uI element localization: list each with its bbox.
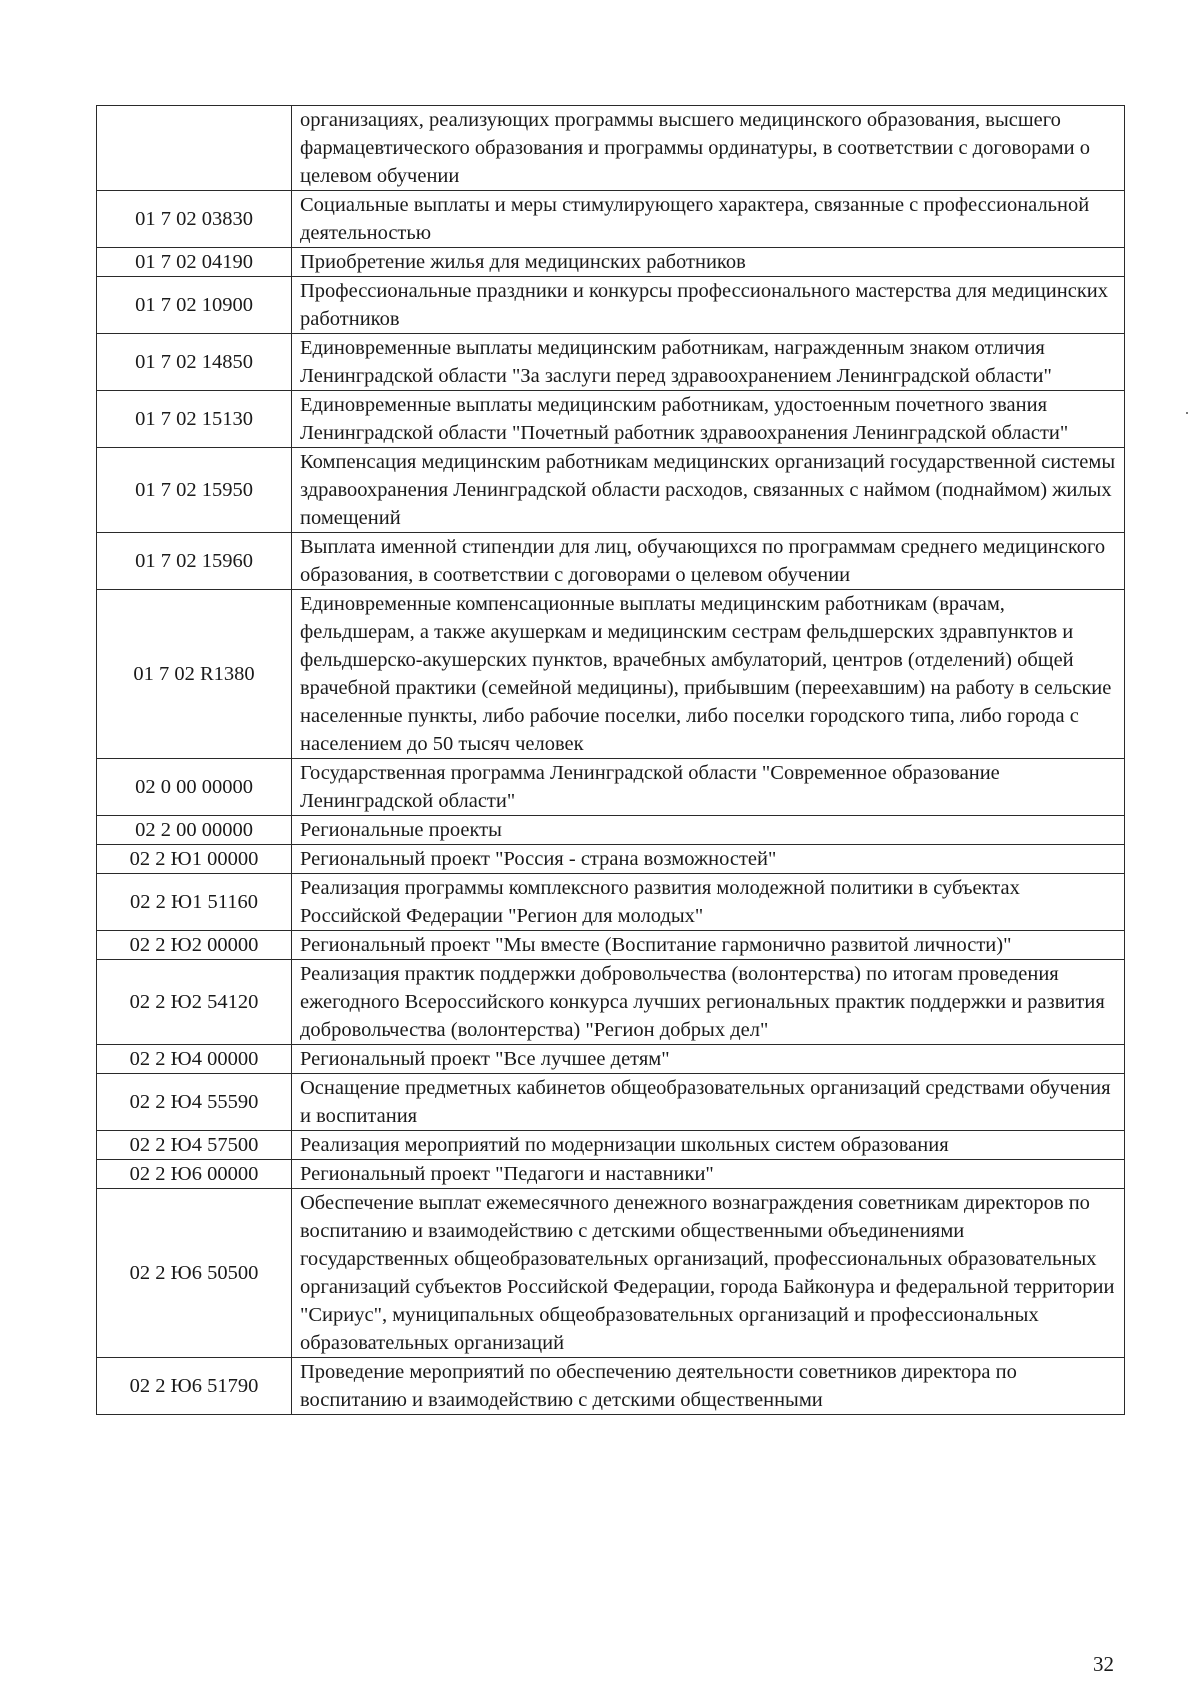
description-cell: Приобретение жилья для медицинских работников [292, 248, 1125, 277]
description-cell: Проведение мероприятий по обеспечению деятельности советников директора по воспитанию и взаимодействию с детскими общественными [292, 1358, 1125, 1415]
code-cell: 02 2 Ю4 00000 [97, 1045, 292, 1074]
description-cell: Реализация практик поддержки добровольчества (волонтерства) по итогам проведения ежегодного Всероссийского конкурса лучших региональных практик поддержки и развития добровольчества (волонтерства) "Регион добрых дел" [292, 960, 1125, 1045]
code-cell: 01 7 02 15960 [97, 533, 292, 590]
table-row [97, 391, 1125, 448]
description-cell: Региональный проект "Мы вместе (Воспитание гармонично развитой личности)" [292, 931, 1125, 960]
description-cell: Реализация мероприятий по модернизации школьных систем образования [292, 1131, 1125, 1160]
table-body [97, 106, 1125, 1415]
table-row [97, 960, 1125, 1045]
table-row [97, 759, 1125, 816]
description-cell: Оснащение предметных кабинетов общеобразовательных организаций средствами обучения и воспитания [292, 1074, 1125, 1131]
code-cell: 01 7 02 04190 [97, 248, 292, 277]
code-cell: 01 7 02 10900 [97, 277, 292, 334]
code-cell: 01 7 02 15130 [97, 391, 292, 448]
description-cell: Профессиональные праздники и конкурсы профессионального мастерства для медицинских работников [292, 277, 1125, 334]
table-row [97, 845, 1125, 874]
table-row [97, 1131, 1125, 1160]
table-row [97, 1045, 1125, 1074]
table-row [97, 590, 1125, 759]
table-row [97, 874, 1125, 931]
table-row [97, 277, 1125, 334]
code-cell: 02 2 Ю2 00000 [97, 931, 292, 960]
table-row [97, 334, 1125, 391]
description-cell: Выплата именной стипендии для лиц, обучающихся по программам среднего медицинского образования, в соответствии с договорами о целевом обучении [292, 533, 1125, 590]
code-cell: 02 2 Ю1 00000 [97, 845, 292, 874]
code-cell: 02 2 Ю4 57500 [97, 1131, 292, 1160]
description-cell: Региональный проект "Педагоги и наставники" [292, 1160, 1125, 1189]
code-cell: 02 2 00 00000 [97, 816, 292, 845]
code-cell: 02 2 Ю2 54120 [97, 960, 292, 1045]
description-cell: организациях, реализующих программы высшего медицинского образования, высшего фармацевтического образования и программы ординатуры, в соответствии с договорами о целевом обучении [292, 106, 1125, 191]
table-row [97, 248, 1125, 277]
code-cell: 01 7 02 03830 [97, 191, 292, 248]
description-cell: Обеспечение выплат ежемесячного денежного вознаграждения советникам директоров по воспитанию и взаимодействию с детскими общественными объединениями государственных общеобразовательных организаций, профессиональных образовательных организаций субъектов Российской Федерации, города Байконура и федеральной территории "Сириус", муниципальных общеобразовательных организаций и профессиональных образовательных организаций [292, 1189, 1125, 1358]
table-row [97, 448, 1125, 533]
description-cell: Единовременные компенсационные выплаты медицинским работникам (врачам, фельдшерам, а также акушеркам и медицинским сестрам фельдшерских здравпунктов и фельдшерско-акушерских пунктов, врачебных амбулаторий, центров (отделений) общей врачебной практики (семейной медицины), прибывшим (переехавшим) на работу в сельские населенные пункты, либо рабочие поселки, либо поселки городского типа, либо города с населением до 50 тысяч человек [292, 590, 1125, 759]
table-row [97, 106, 1125, 191]
scan-speck [1186, 412, 1188, 414]
description-cell: Социальные выплаты и меры стимулирующего характера, связанные с профессиональной деятельностью [292, 191, 1125, 248]
description-cell: Единовременные выплаты медицинским работникам, удостоенным почетного звания Ленинградской области "Почетный работник здравоохранения Ленинградской области" [292, 391, 1125, 448]
table-row [97, 816, 1125, 845]
budget-code-table [96, 105, 1125, 1415]
table-row [97, 1358, 1125, 1415]
table-row [97, 1074, 1125, 1131]
page-number: 32 [1093, 1652, 1114, 1676]
code-cell: 01 7 02 R1380 [97, 590, 292, 759]
description-cell: Региональный проект "Россия - страна возможностей" [292, 845, 1125, 874]
code-cell: 02 0 00 00000 [97, 759, 292, 816]
table-row [97, 533, 1125, 590]
code-cell: 02 2 Ю6 50500 [97, 1189, 292, 1358]
description-cell: Региональный проект "Все лучшее детям" [292, 1045, 1125, 1074]
description-cell: Государственная программа Ленинградской области "Современное образование Ленинградской области" [292, 759, 1125, 816]
table-row [97, 1189, 1125, 1358]
code-cell: 02 2 Ю6 00000 [97, 1160, 292, 1189]
code-cell: 02 2 Ю1 51160 [97, 874, 292, 931]
code-cell: 02 2 Ю6 51790 [97, 1358, 292, 1415]
code-cell: 01 7 02 15950 [97, 448, 292, 533]
table-row [97, 191, 1125, 248]
description-cell: Реализация программы комплексного развития молодежной политики в субъектах Российской Федерации "Регион для молодых" [292, 874, 1125, 931]
description-cell: Компенсация медицинским работникам медицинских организаций государственной системы здравоохранения Ленинградской области расходов, связанных с наймом (поднаймом) жилых помещений [292, 448, 1125, 533]
code-cell: 01 7 02 14850 [97, 334, 292, 391]
code-cell [97, 106, 292, 191]
table-row [97, 931, 1125, 960]
description-cell: Единовременные выплаты медицинским работникам, награжденным знаком отличия Ленинградской области "За заслуги перед здравоохранением Ленинградской области" [292, 334, 1125, 391]
description-cell: Региональные проекты [292, 816, 1125, 845]
code-cell: 02 2 Ю4 55590 [97, 1074, 292, 1131]
table-row [97, 1160, 1125, 1189]
